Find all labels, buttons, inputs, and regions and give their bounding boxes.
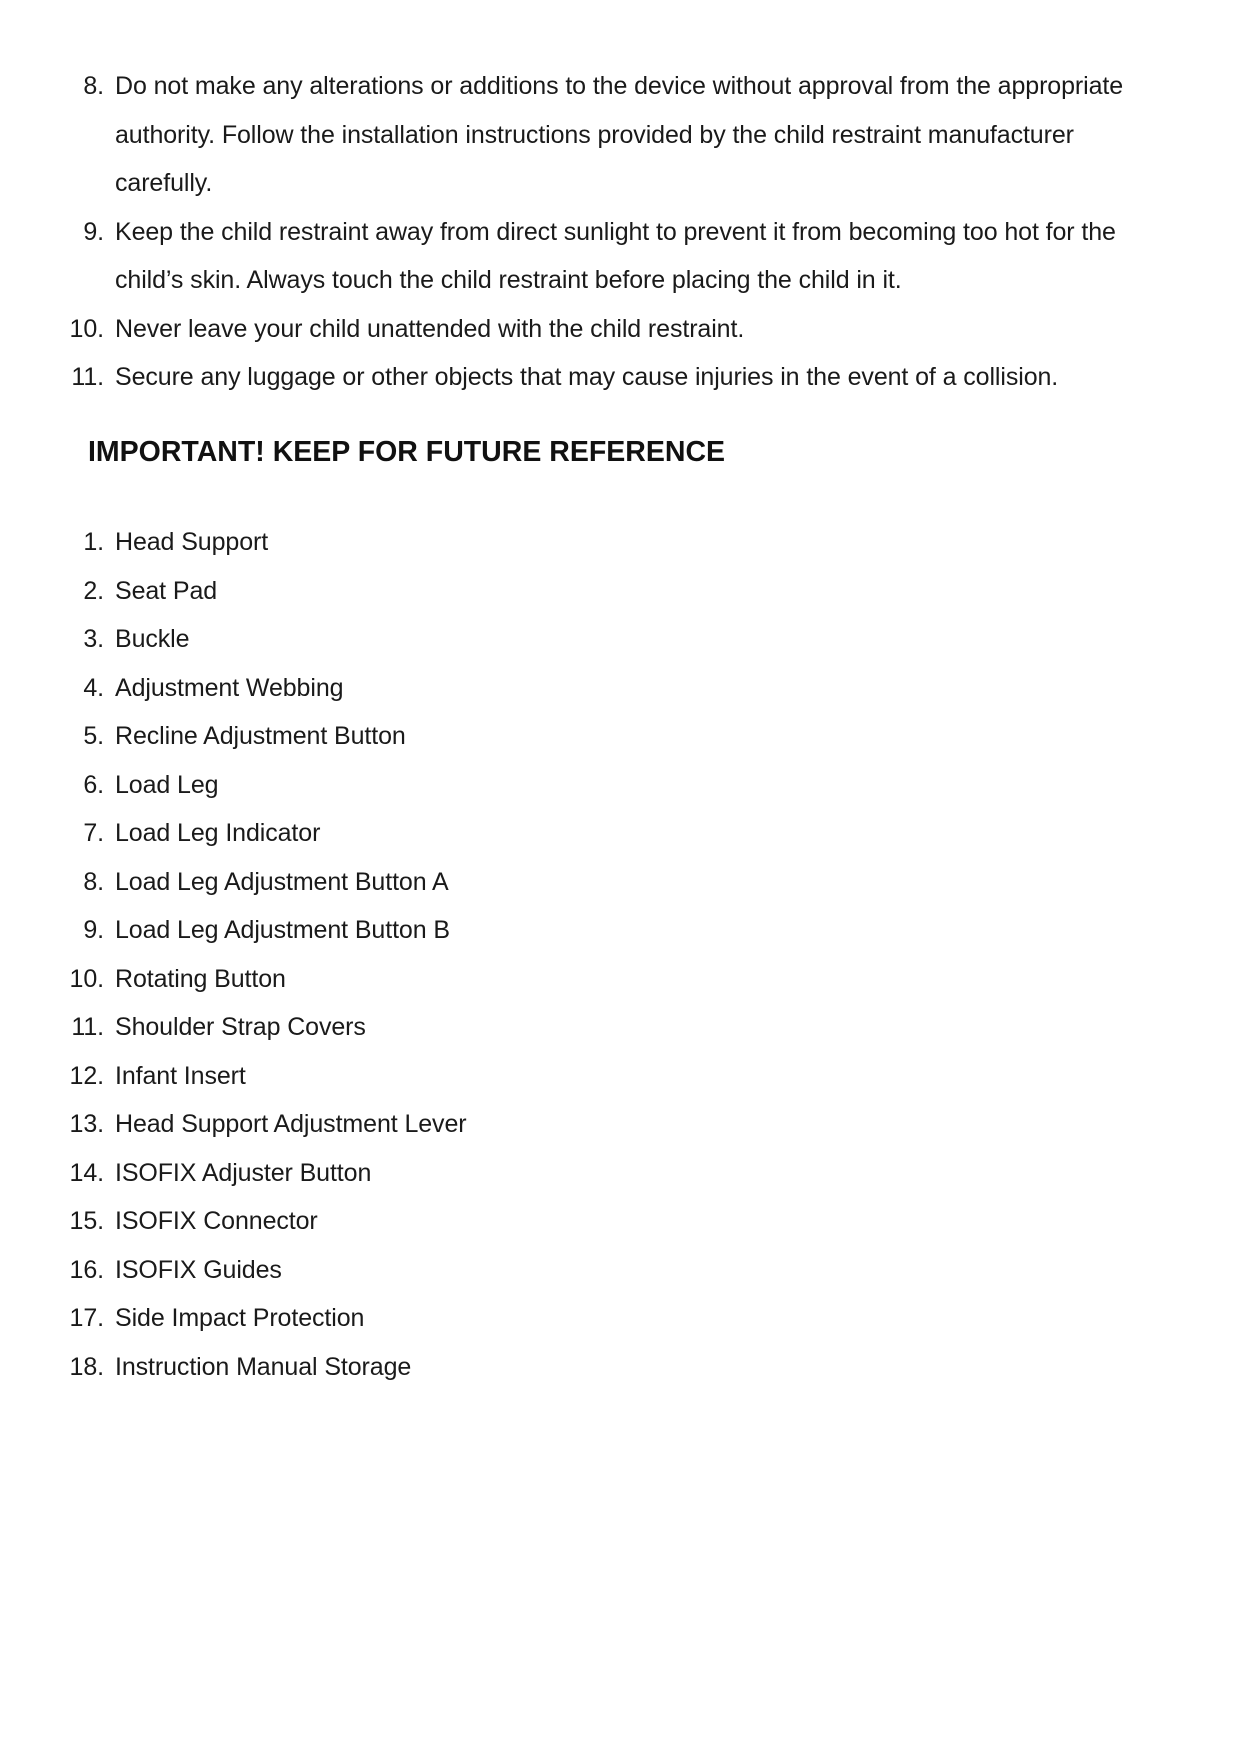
item-number: 7. — [83, 819, 104, 847]
section-heading: IMPORTANT! KEEP FOR FUTURE REFERENCE — [88, 436, 726, 468]
part-item — [0, 664, 1165, 713]
item-text: Head Support — [115, 528, 269, 556]
item-number: 10. — [69, 314, 104, 343]
item-number: 13. — [69, 1110, 104, 1138]
item-text: Load Leg Indicator — [115, 819, 321, 847]
part-item — [0, 1052, 1165, 1101]
part-item — [0, 1294, 1165, 1343]
item-text: Keep the child restraint away from direct sunlight to prevent it from becoming too hot for the child’s skin. Always touch the child restraint before placing the child in it. — [115, 217, 1116, 294]
part-item — [0, 761, 1165, 810]
part-item — [0, 809, 1165, 858]
item-text: Instruction Manual Storage — [115, 1352, 412, 1381]
warning-item — [0, 305, 1165, 354]
item-number: 11. — [71, 363, 104, 391]
item-number: 10. — [69, 964, 104, 993]
item-text: Buckle — [115, 625, 190, 653]
item-text: ISOFIX Adjuster Button — [115, 1158, 372, 1187]
item-number: 6. — [83, 770, 104, 799]
item-text: Side Impact Protection — [115, 1304, 365, 1332]
item-text: ISOFIX Connector — [115, 1207, 318, 1235]
part-item — [0, 1003, 1165, 1052]
item-text: ISOFIX Guides — [115, 1255, 282, 1284]
part-item — [0, 906, 1165, 955]
item-number: 4. — [83, 673, 104, 702]
warning-item — [0, 208, 1165, 305]
item-number: 5. — [83, 722, 104, 750]
part-item — [0, 1100, 1165, 1149]
item-text: Infant Insert — [115, 1061, 246, 1090]
item-text: Load Leg Adjustment Button B — [115, 916, 450, 944]
item-text: Shoulder Strap Covers — [115, 1013, 366, 1041]
part-item — [0, 1343, 1165, 1392]
item-number: 18. — [69, 1352, 104, 1381]
item-number: 3. — [83, 625, 104, 653]
item-number: 9. — [83, 916, 104, 944]
safety-warnings-list — [0, 62, 1165, 402]
parts-list — [0, 518, 1165, 1391]
item-number: 12. — [69, 1061, 104, 1090]
part-item — [0, 858, 1165, 907]
part-item — [0, 1197, 1165, 1246]
item-number: 8. — [83, 72, 104, 100]
item-text: Adjustment Webbing — [115, 673, 344, 702]
item-number: 15. — [69, 1207, 104, 1235]
item-number: 2. — [83, 576, 104, 605]
item-number: 1. — [83, 528, 104, 556]
item-text: Seat Pad — [115, 576, 218, 605]
item-number: 8. — [83, 867, 104, 896]
part-item — [0, 712, 1165, 761]
item-text: Load Leg Adjustment Button A — [115, 867, 449, 896]
item-text: Head Support Adjustment Lever — [115, 1110, 467, 1138]
item-number: 11. — [71, 1013, 104, 1041]
item-number: 17. — [69, 1304, 104, 1332]
warning-item — [0, 353, 1165, 402]
part-item — [0, 615, 1165, 664]
item-number: 16. — [69, 1255, 104, 1284]
item-text: Never leave your child unattended with the child restraint. — [115, 314, 745, 343]
item-text: Secure any luggage or other objects that may cause injuries in the event of a collision. — [115, 363, 1059, 391]
item-text: Rotating Button — [115, 964, 286, 993]
part-item — [0, 518, 1165, 567]
part-item — [0, 955, 1165, 1004]
part-item — [0, 1246, 1165, 1295]
item-number: 14. — [69, 1158, 104, 1187]
item-text: Load Leg — [115, 770, 219, 799]
part-item — [0, 567, 1165, 616]
item-text: Do not make any alterations or additions to the device without approval from the appropriate authority. Follow the installation instructions provided by the child restraint manufacturer carefully. — [115, 72, 1124, 197]
warning-item — [0, 62, 1165, 208]
part-item — [0, 1149, 1165, 1198]
item-number: 9. — [83, 217, 104, 246]
item-text: Recline Adjustment Button — [115, 722, 406, 750]
